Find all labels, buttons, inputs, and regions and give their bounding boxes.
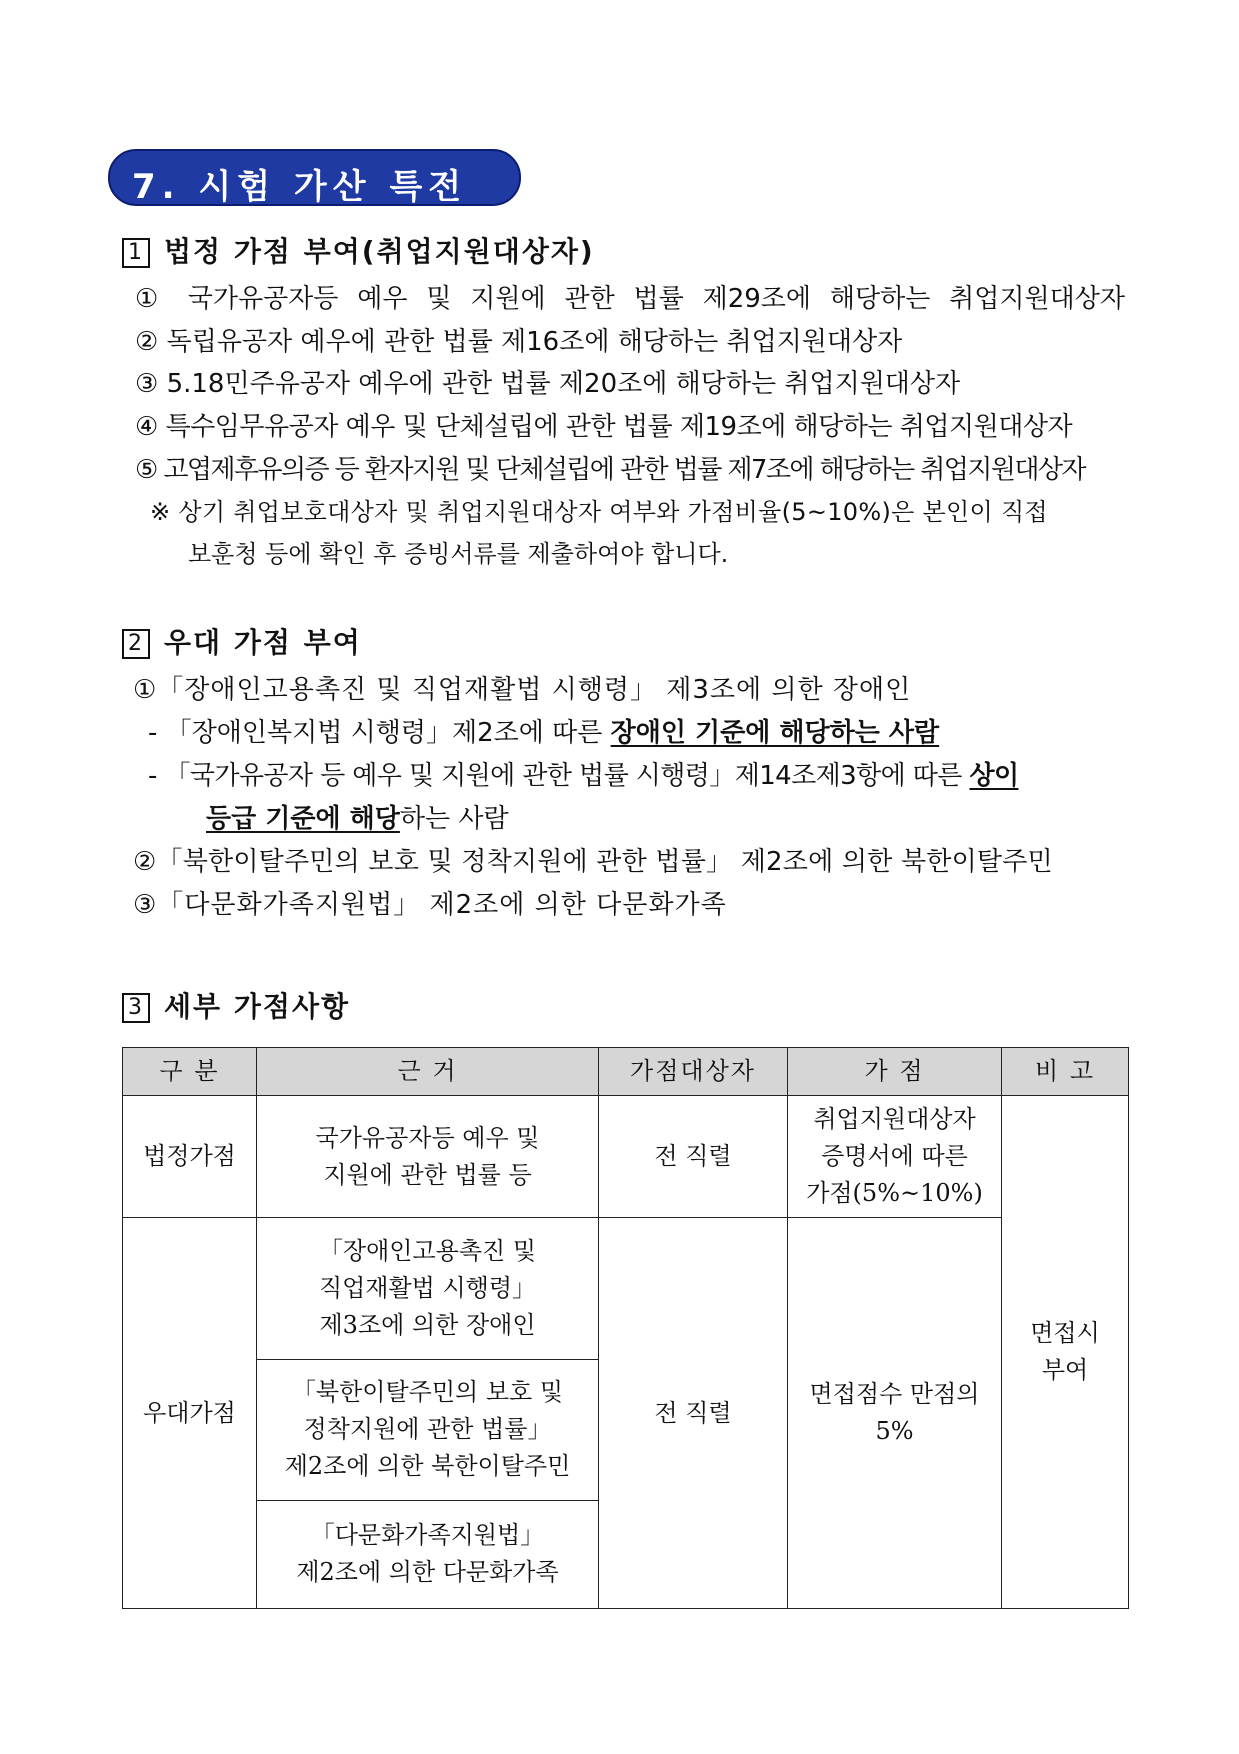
part2-item: ①「장애인고용촉진 및 직업재활법 시행령」 제3조에 의한 장애인 [133, 675, 912, 705]
table-row [123, 1218, 1129, 1359]
part1-item: ⑤ 고엽제후유의증 등 환자지원 및 단체설립에 관한 법률 제7조에 해당하는 취업지원대상자 [135, 455, 1085, 485]
part3-number-box: 3 [122, 993, 150, 1023]
cell-basis: 「북한이탈주민의 보호 및 정착지원에 관한 법률」 제2조에 의한 북한이탈주민 [257, 1359, 599, 1500]
emphasis-text: 등급 기준에 해당 [206, 804, 400, 834]
header-basis: 근 거 [257, 1048, 599, 1096]
part1-item: ④ 특수임무유공자 예우 및 단체설립에 관한 법률 제19조에 해당하는 취업지원대상자 [135, 412, 1073, 442]
cell-points: 취업지원대상자 증명서에 따른 가점(5%~10%) [788, 1096, 1002, 1218]
part2-subitem: - 「국가유공자 등 예우 및 지원에 관한 법률 시행령」제14조제3항에 따른 상이 [148, 761, 1019, 791]
cell-basis: 「다문화가족지원법」 제2조에 의한 다문화가족 [257, 1500, 599, 1608]
part1-number-box: 1 [122, 238, 150, 268]
cell-basis: 국가유공자등 예우 및 지원에 관한 법률 등 [257, 1096, 599, 1218]
part1-item: ① 국가유공자등 예우 및 지원에 관한 법률 제29조에 해당하는 취업지원대상자 [135, 284, 1125, 314]
part2-subitem: - 「장애인복지법 시행령」제2조에 따른 장애인 기준에 해당하는 사람 [148, 718, 940, 748]
part2-item: ③「다문화가족지원법」 제2조에 의한 다문화가족 [133, 890, 727, 920]
cell-remark: 면접시 부여 [1002, 1096, 1129, 1609]
cell-category: 법정가점 [123, 1096, 257, 1218]
table-row [123, 1096, 1129, 1218]
cell-basis: 「장애인고용촉진 및 직업재활법 시행령」 제3조에 의한 장애인 [257, 1218, 599, 1359]
part1-note: ※ 상기 취업보호대상자 및 취업지원대상자 여부와 가점비율(5~10%)은 본인이 직접 [150, 498, 1048, 526]
part1-item: ② 독립유공자 예우에 관한 법률 제16조에 해당하는 취업지원대상자 [135, 327, 903, 357]
cell-points: 면접점수 만점의 5% [788, 1218, 1002, 1609]
part1-item: ③ 5.18민주유공자 예우에 관한 법률 제20조에 해당하는 취업지원대상자 [135, 369, 961, 399]
part1-note-cont: 보훈청 등에 확인 후 증빙서류를 제출하여야 합니다. [188, 540, 729, 568]
part2-heading: 2 우대 가점 부여 [122, 626, 362, 660]
bonus-table [122, 1047, 1129, 1609]
cell-category: 우대가점 [123, 1218, 257, 1609]
section-title-banner [108, 149, 521, 206]
section-title: 7. 시험 가산 특전 [132, 167, 468, 207]
part1-heading: 1 법정 가점 부여(취업지원대상자) [122, 235, 595, 269]
emphasis-text: 장애인 기준에 해당하는 사람 [610, 718, 940, 748]
emphasis-text: 상이 [969, 761, 1019, 791]
part3-heading: 3 세부 가점사항 [122, 990, 350, 1024]
part2-number-box: 2 [122, 629, 150, 659]
header-points: 가 점 [788, 1048, 1002, 1096]
cell-target: 전 직렬 [599, 1096, 788, 1218]
cell-target: 전 직렬 [599, 1218, 788, 1609]
header-category: 구 분 [123, 1048, 257, 1096]
part2-item: ②「북한이탈주민의 보호 및 정착지원에 관한 법률」 제2조에 의한 북한이탈주민 [133, 847, 1053, 877]
table-header-row [123, 1048, 1129, 1096]
part2-subitem-cont: 등급 기준에 해당하는 사람 [206, 804, 509, 834]
header-target: 가점대상자 [599, 1048, 788, 1096]
header-remark: 비 고 [1002, 1048, 1129, 1096]
